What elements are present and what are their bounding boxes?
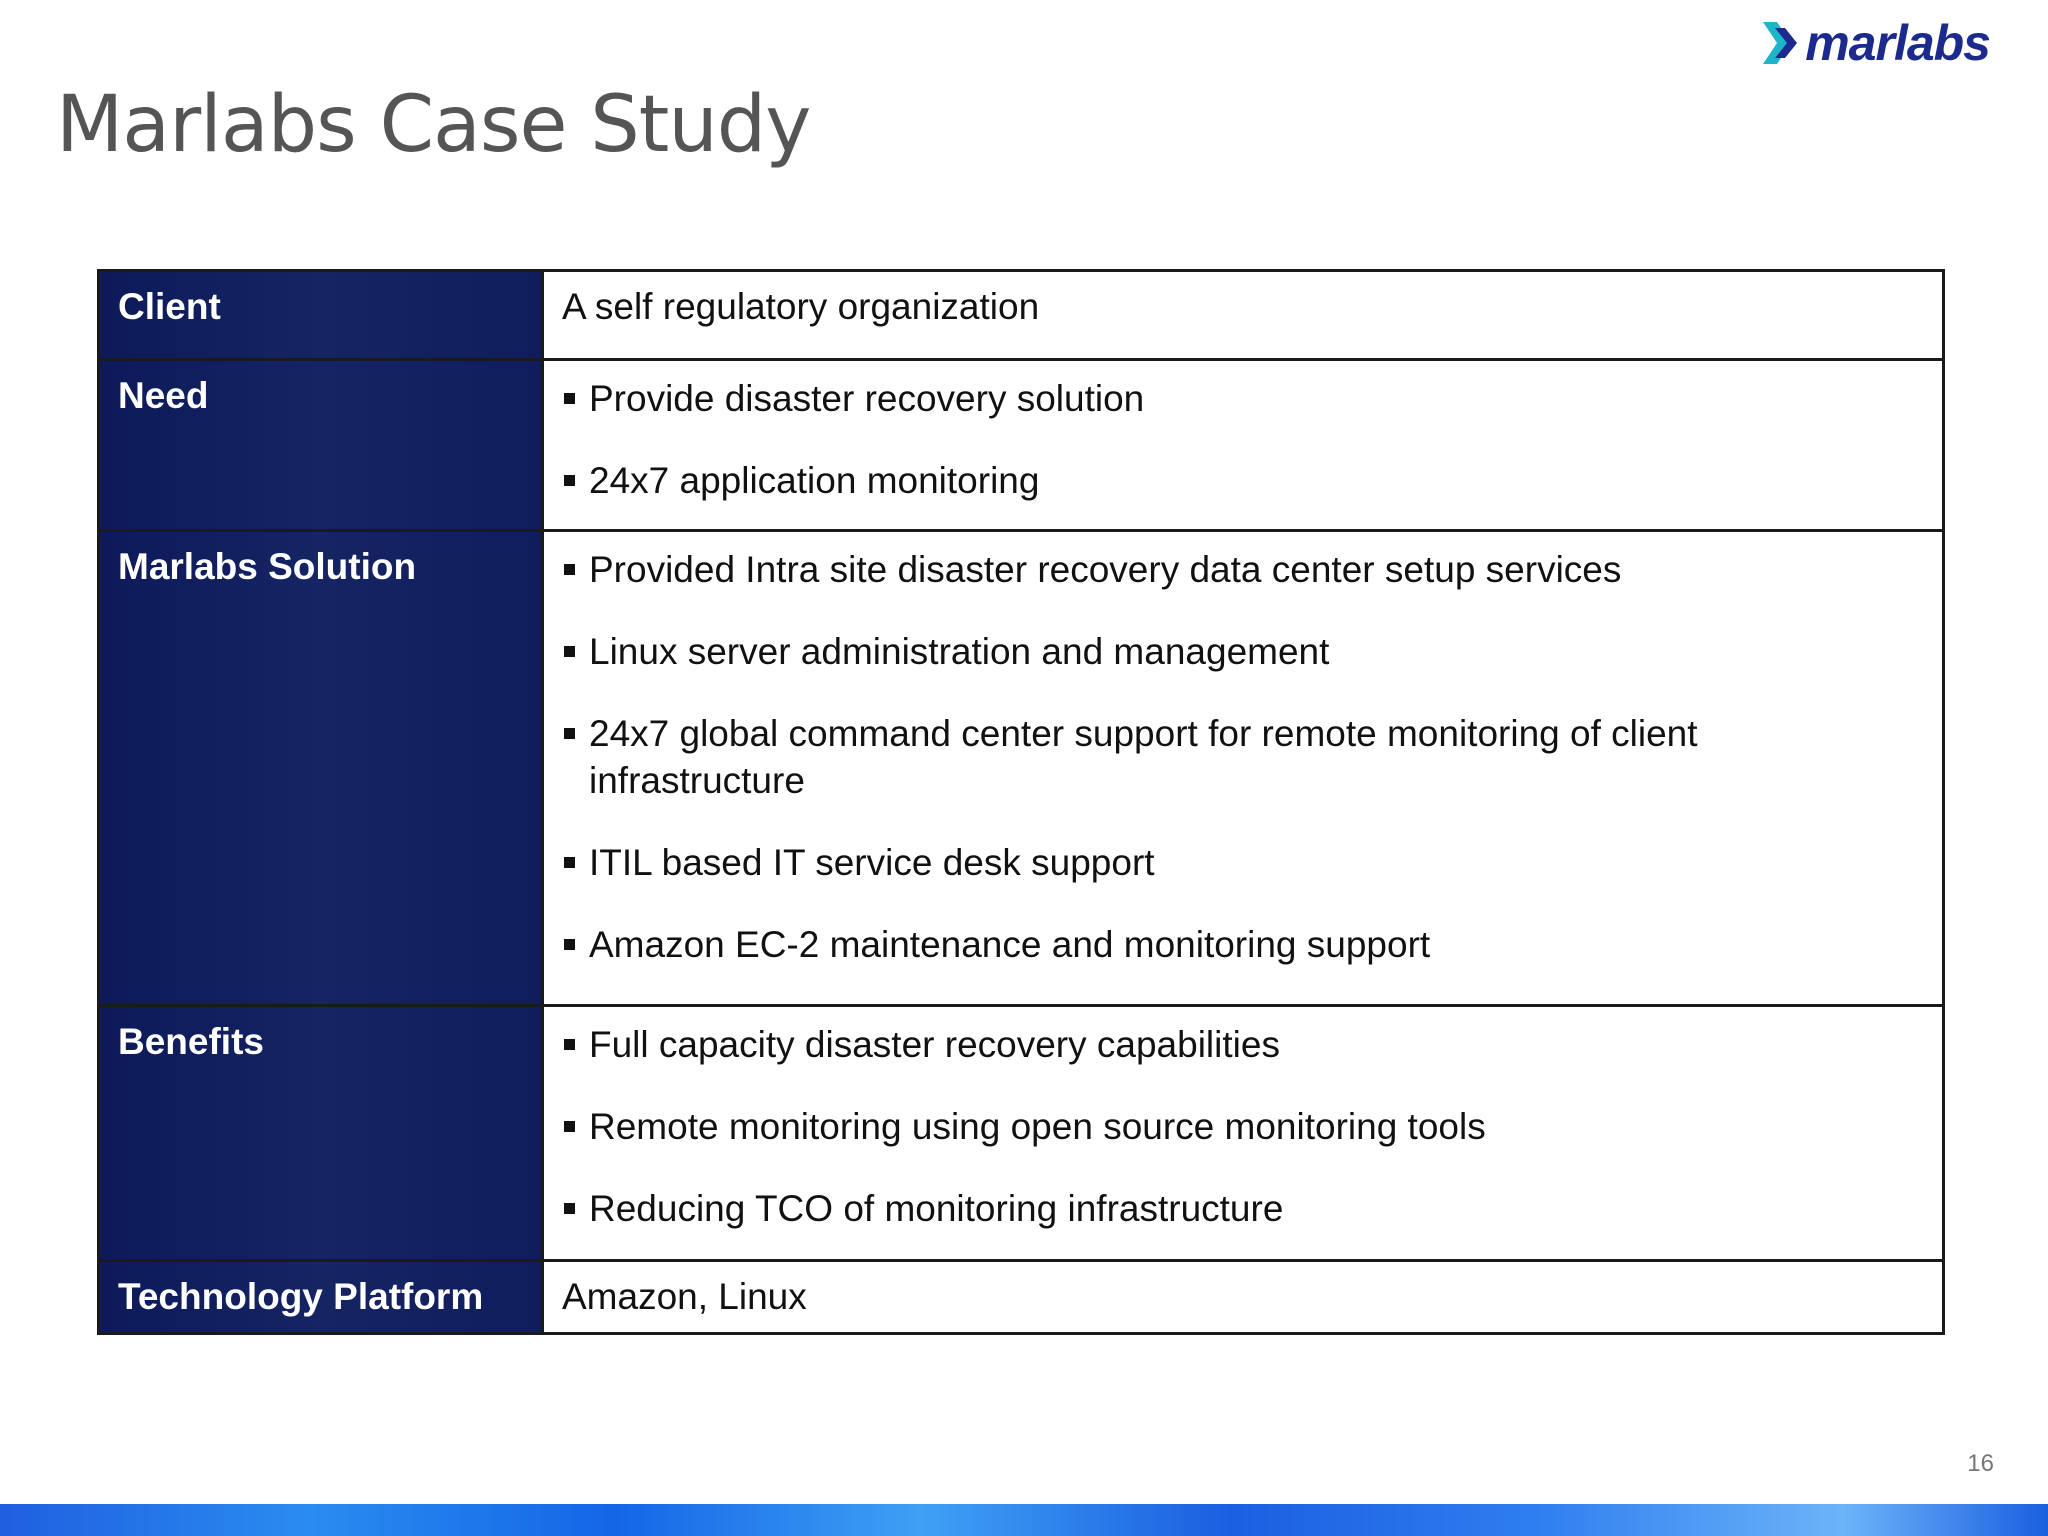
row-value [543, 360, 1944, 531]
list-item: Amazon EC-2 maintenance and monitoring support [562, 921, 1924, 968]
decorative-bottom-band [0, 1504, 2048, 1536]
list-item: Linux server administration and management [562, 628, 1924, 675]
table-row-need [99, 360, 1944, 531]
bullet-list [562, 375, 1924, 504]
list-item: Provided Intra site disaster recovery data center setup services [562, 546, 1924, 593]
page-title: Marlabs Case Study [56, 80, 811, 170]
row-value: Amazon, Linux [543, 1261, 1944, 1334]
row-label: Technology Platform [99, 1261, 543, 1334]
list-item: 24x7 application monitoring [562, 457, 1924, 504]
list-item: ITIL based IT service desk support [562, 839, 1924, 886]
row-label: Marlabs Solution [99, 531, 543, 1006]
list-item: Reducing TCO of monitoring infrastructure [562, 1185, 1924, 1232]
logo-text: marlabs [1805, 15, 1990, 71]
row-label: Benefits [99, 1006, 543, 1261]
table-row-technology-platform [99, 1261, 1944, 1334]
list-item: Provide disaster recovery solution [562, 375, 1924, 422]
row-label: Need [99, 360, 543, 531]
marlabs-logo [1761, 14, 1990, 72]
case-study-table [97, 269, 1945, 1335]
table-row-client [99, 271, 1944, 360]
table-row-marlabs-solution [99, 531, 1944, 1006]
list-item: 24x7 global command center support for remote monitoring of client infrastructure [562, 710, 1924, 804]
table-row-benefits [99, 1006, 1944, 1261]
marlabs-chevron-icon [1761, 18, 1801, 68]
list-item: Full capacity disaster recovery capabilities [562, 1021, 1924, 1068]
bullet-list [562, 546, 1924, 968]
bullet-list [562, 1021, 1924, 1232]
page-number: 16 [1967, 1450, 1994, 1477]
row-label: Client [99, 271, 543, 360]
list-item: Remote monitoring using open source monitoring tools [562, 1103, 1924, 1150]
row-value [543, 1006, 1944, 1261]
row-value: A self regulatory organization [543, 271, 1944, 360]
row-value [543, 531, 1944, 1006]
